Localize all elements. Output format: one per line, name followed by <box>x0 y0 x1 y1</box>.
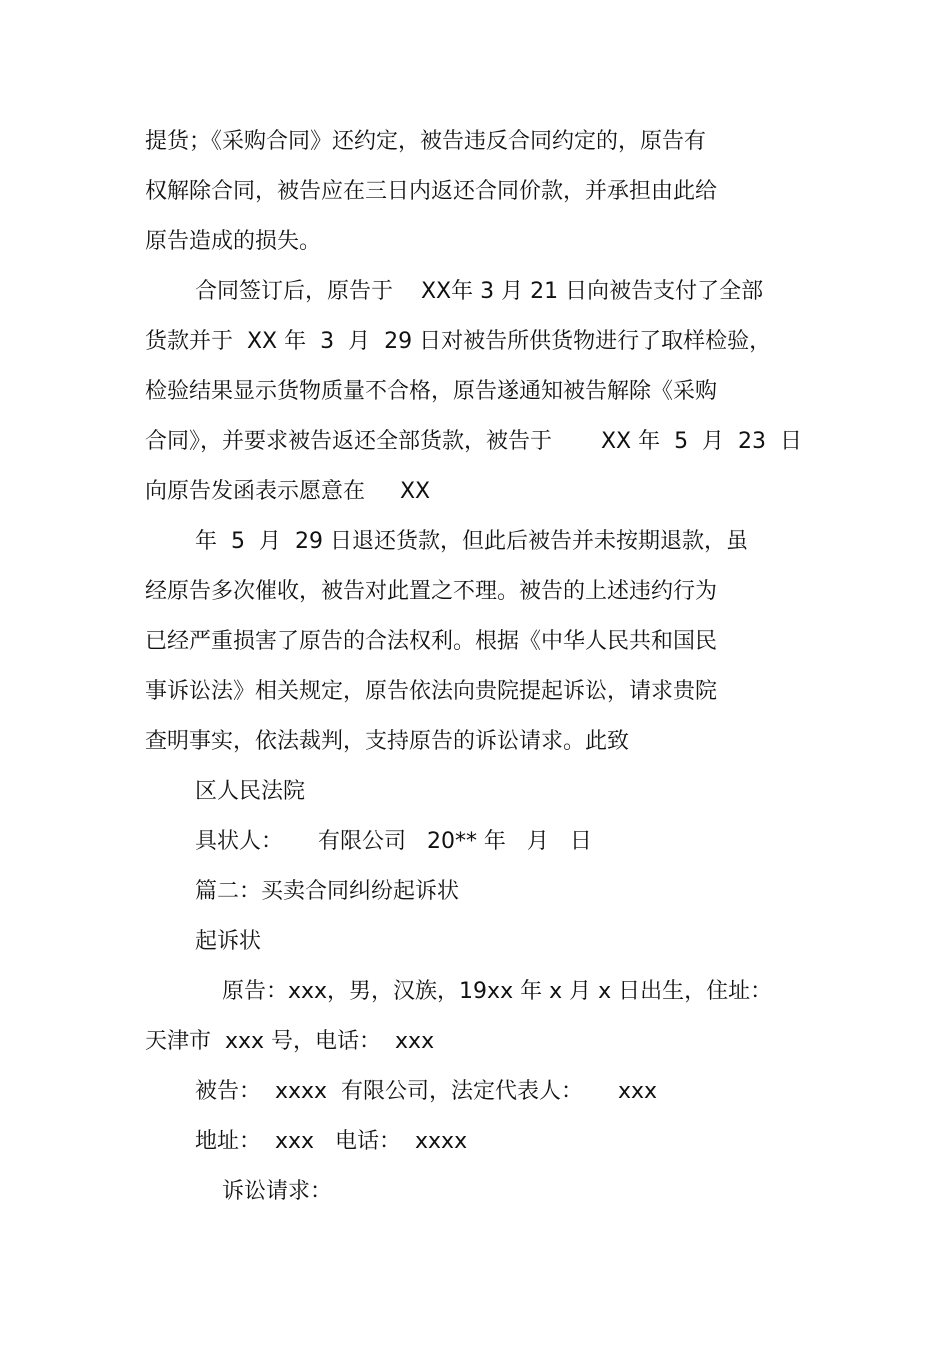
text-line-10: 经原告多次催收，被告对此置之不理。被告的上述违约行为 <box>145 579 718 604</box>
text-line-9: 年 5 月 29 日退还货款，但此后被告并未按期退款，虽 <box>195 529 748 554</box>
plaintiff-signature-line: 具状人： 有限公司 20** 年 月 日 <box>195 829 592 854</box>
defendant-address: 地址： xxx 电话： xxxx <box>195 1129 468 1154</box>
text-line-4: 合同签订后，原告于 XX年 3 月 21 日向被告支付了全部 <box>195 279 764 304</box>
section-title: 篇二：买卖合同纠纷起诉状 <box>195 879 460 904</box>
text-line-7: 合同》，并要求被告返还全部货款，被告于 XX 年 5 月 23 日 <box>145 429 803 454</box>
text-line-8: 向原告发函表示愿意在 XX <box>145 479 431 504</box>
text-line-12: 事诉讼法》相关规定，原告依法向贵院提起诉讼，请求贵院 <box>145 679 718 704</box>
text-line-6: 检验结果显示货物质量不合格，原告遂通知被告解除《采购 <box>145 379 718 404</box>
text-line-3: 原告造成的损失。 <box>145 229 322 254</box>
plaintiff-address: 天津市 xxx 号，电话： xxx <box>145 1029 435 1054</box>
text-line-2: 权解除合同，被告应在三日内返还合同价款，并承担由此给 <box>145 179 718 204</box>
text-line-1: 提货；《采购合同》还约定，被告违反合同约定的，原告有 <box>145 129 707 154</box>
plaintiff-info: 原告：xxx，男，汉族，19xx 年 x 月 x 日出生，住址： <box>222 979 773 1004</box>
claims-heading: 诉讼请求： <box>222 1179 333 1204</box>
defendant-info: 被告： xxxx 有限公司，法定代表人： xxx <box>195 1079 658 1104</box>
complaint-heading: 起诉状 <box>195 929 262 954</box>
text-line-5: 货款并于 XX 年 3 月 29 日对被告所供货物进行了取样检验， <box>145 329 772 354</box>
text-line-13: 查明事实，依法裁判，支持原告的诉讼请求。此致 <box>145 729 630 754</box>
text-line-11: 已经严重损害了原告的合法权利。根据《中华人民共和国民 <box>145 629 718 654</box>
court-name: 区人民法院 <box>195 779 306 804</box>
